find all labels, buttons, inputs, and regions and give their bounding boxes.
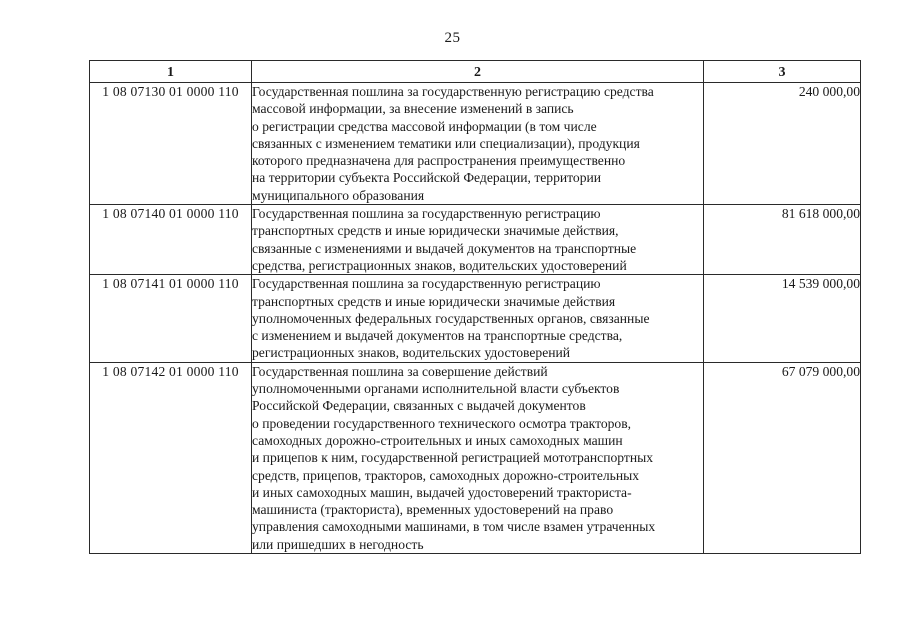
revenue-amount: 81 618 000,00: [704, 205, 861, 275]
table-row: [90, 275, 861, 362]
revenue-name-line: которого предназначена для распространения преимущественно: [252, 153, 626, 169]
revenue-name-line: муниципального образования: [252, 187, 425, 203]
revenue-name-line: связанные с изменениями и выдачей документов на транспортные: [252, 240, 637, 256]
revenue-name-line: Государственная пошлина за государственную регистрацию: [252, 276, 601, 292]
revenue-name-line: средств, прицепов, тракторов, самоходных дорожно-строительных: [252, 467, 640, 483]
column-header-code: 1: [90, 61, 252, 83]
revenue-amount: 240 000,00: [704, 83, 861, 205]
revenue-name-line: регистрационных знаков, водительских удостоверений: [252, 345, 571, 361]
table-row: [90, 362, 861, 553]
revenue-name-line: средства, регистрационных знаков, водительских удостоверений: [252, 257, 627, 273]
revenue-name-line: транспортных средств и иные юридически значимые действия: [252, 293, 616, 309]
revenue-name-line: уполномоченными органами исполнительной власти субъектов: [252, 381, 620, 397]
revenue-name-line: на территории субъекта Российской Федерации, территории: [252, 170, 602, 186]
revenue-name-line: о регистрации средства массовой информации (в том числе: [252, 118, 597, 134]
revenue-code: 1 08 07142 01 0000 110: [90, 362, 252, 553]
revenue-name-line: о проведении государственного технического осмотра тракторов,: [252, 415, 632, 431]
revenue-code: 1 08 07141 01 0000 110: [90, 275, 252, 362]
revenue-name: [252, 275, 704, 362]
page-number: 25: [444, 30, 461, 46]
table-row: [90, 205, 861, 275]
revenue-name-line: Государственная пошлина за государственную регистрацию: [252, 206, 601, 222]
revenue-name-line: Российской Федерации, связанных с выдачей документов: [252, 398, 586, 414]
revenue-name: [252, 362, 704, 553]
revenue-name-line: самоходных дорожно-строительных и иных самоходных машин: [252, 432, 623, 448]
revenue-name-line: транспортных средств и иные юридически значимые действия,: [252, 223, 619, 239]
revenue-name-line: массовой информации, за внесение изменений в запись: [252, 101, 574, 117]
revenue-name-line: с изменением и выдачей документов на транспортные средства,: [252, 328, 623, 344]
column-header-name: 2: [252, 61, 704, 83]
revenue-amount: 14 539 000,00: [704, 275, 861, 362]
revenue-name-line: машиниста (тракториста), временных удостоверений на право: [252, 502, 614, 518]
revenue-table: [89, 60, 861, 554]
revenue-name-line: и прицепов к ним, государственной регистрацией мототранспортных: [252, 450, 654, 466]
revenue-name-line: связанных с изменением тематики или специализации), продукция: [252, 135, 640, 151]
revenue-name-line: уполномоченных федеральных государственных органов, связанные: [252, 310, 650, 326]
table-row: [90, 83, 861, 205]
revenue-name: [252, 205, 704, 275]
revenue-name-line: или пришедших в негодность: [252, 536, 424, 552]
column-header-amount: 3: [704, 61, 861, 83]
revenue-amount: 67 079 000,00: [704, 362, 861, 553]
revenue-code: 1 08 07140 01 0000 110: [90, 205, 252, 275]
table-header-row: [90, 61, 861, 83]
revenue-name-line: Государственная пошлина за государственную регистрацию средства: [252, 84, 654, 99]
revenue-name-line: Государственная пошлина за совершение действий: [252, 363, 548, 379]
revenue-name-line: управления самоходными машинами, в том числе взамен утраченных: [252, 519, 656, 535]
revenue-name-line: и иных самоходных машин, выдачей удостоверений тракториста-: [252, 484, 632, 500]
revenue-name: [252, 83, 704, 205]
revenue-code: 1 08 07130 01 0000 110: [90, 83, 252, 205]
